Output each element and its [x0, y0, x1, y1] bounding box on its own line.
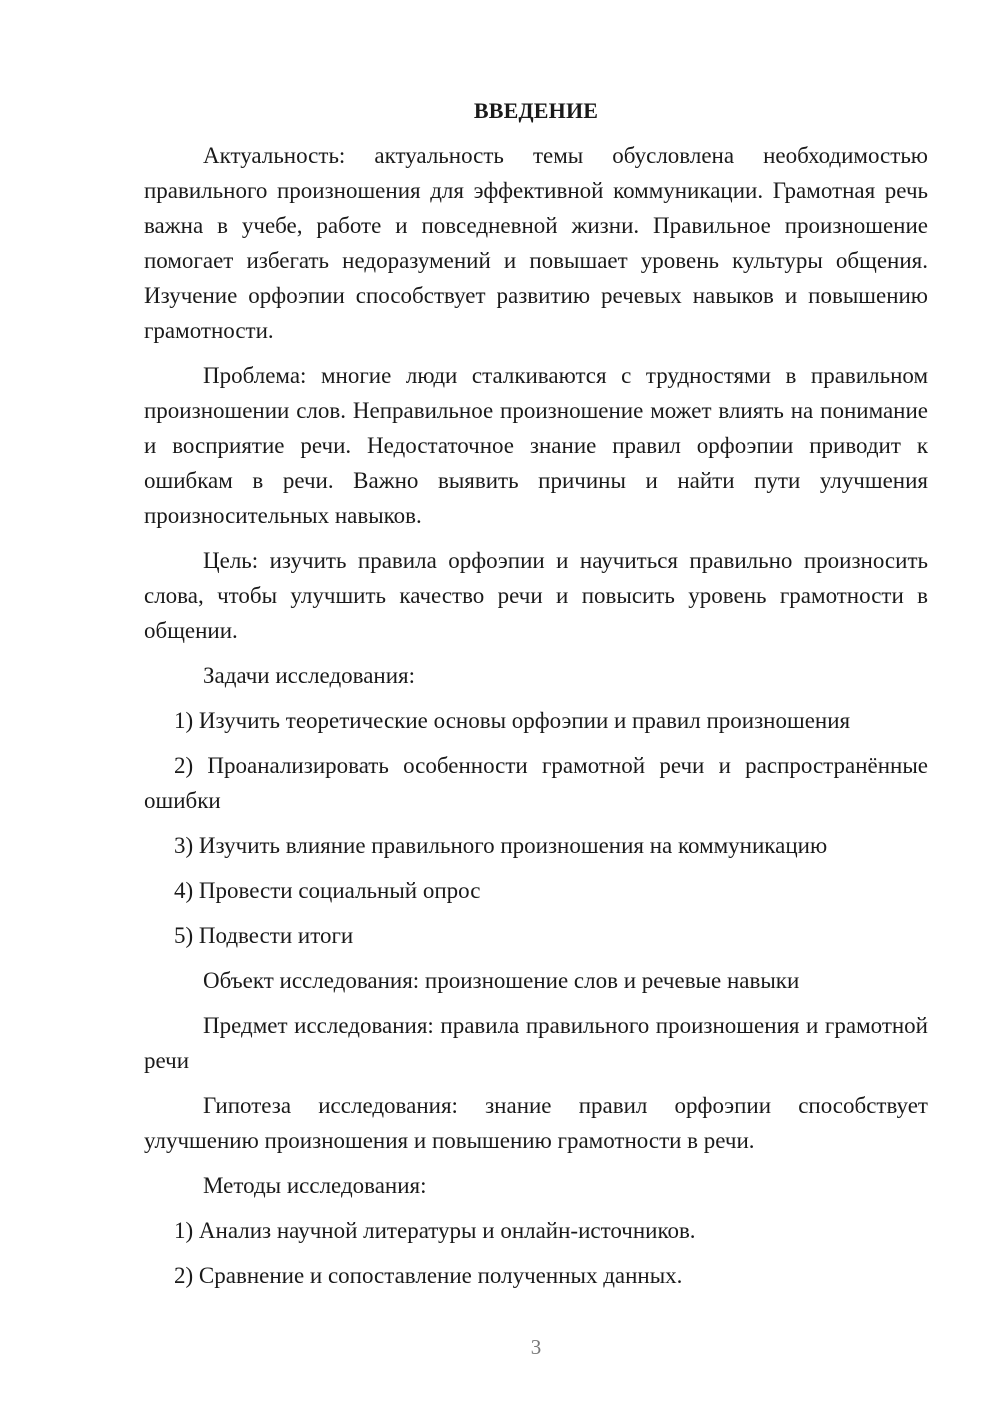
- subject-paragraph: Предмет исследования: правила правильного произношения и грамотной речи: [144, 1013, 928, 1073]
- page-title: ВВЕДЕНИЕ: [473, 98, 599, 123]
- task-item: 1) Изучить теоретические основы орфоэпии и правил произношения: [174, 708, 851, 733]
- method-item: 1) Анализ научной литературы и онлайн-источников.: [174, 1218, 696, 1243]
- tasks-heading: Задачи исследования:: [203, 663, 416, 688]
- object-paragraph: Объект исследования: произношение слов и речевые навыки: [203, 968, 800, 993]
- task-item: 2) Проанализировать особенности грамотной речи и распространённые ошибки: [144, 753, 928, 813]
- problem-paragraph: Проблема: многие люди сталкиваются с трудностями в правильном произношении слов. Неправильное произношение может влиять на понимание и восприятие речи. Недостаточное знание правил орфоэпии приводит к ошибкам в речи. Важно выявить причины и найти пути улучшения произносительных навыков.: [144, 363, 928, 528]
- hypothesis-paragraph: Гипотеза исследования: знание правил орфоэпии способствует улучшению произношения и повышению грамотности в речи.: [144, 1093, 928, 1153]
- task-item: 3) Изучить влияние правильного произношения на коммуникацию: [174, 833, 828, 858]
- methods-heading: Методы исследования:: [203, 1173, 427, 1198]
- method-item: 2) Сравнение и сопоставление полученных данных.: [174, 1263, 683, 1288]
- page-content: [144, 93, 928, 1303]
- task-item: 4) Провести социальный опрос: [174, 878, 481, 903]
- goal-paragraph: Цель: изучить правила орфоэпии и научиться правильно произносить слова, чтобы улучшить качество речи и повысить уровень грамотности в общении.: [144, 548, 928, 643]
- page-number: 3: [530, 1335, 542, 1359]
- relevance-paragraph: Актуальность: актуальность темы обусловлена необходимостью правильного произношения для эффективной коммуникации. Грамотная речь важна в учебе, работе и повседневной жизни. Правильное произношение помогает избегать недоразумений и повышает уровень культуры общения. Изучение орфоэпии способствует развитию речевых навыков и повышению грамотности.: [144, 143, 928, 343]
- task-item: 5) Подвести итоги: [174, 923, 354, 948]
